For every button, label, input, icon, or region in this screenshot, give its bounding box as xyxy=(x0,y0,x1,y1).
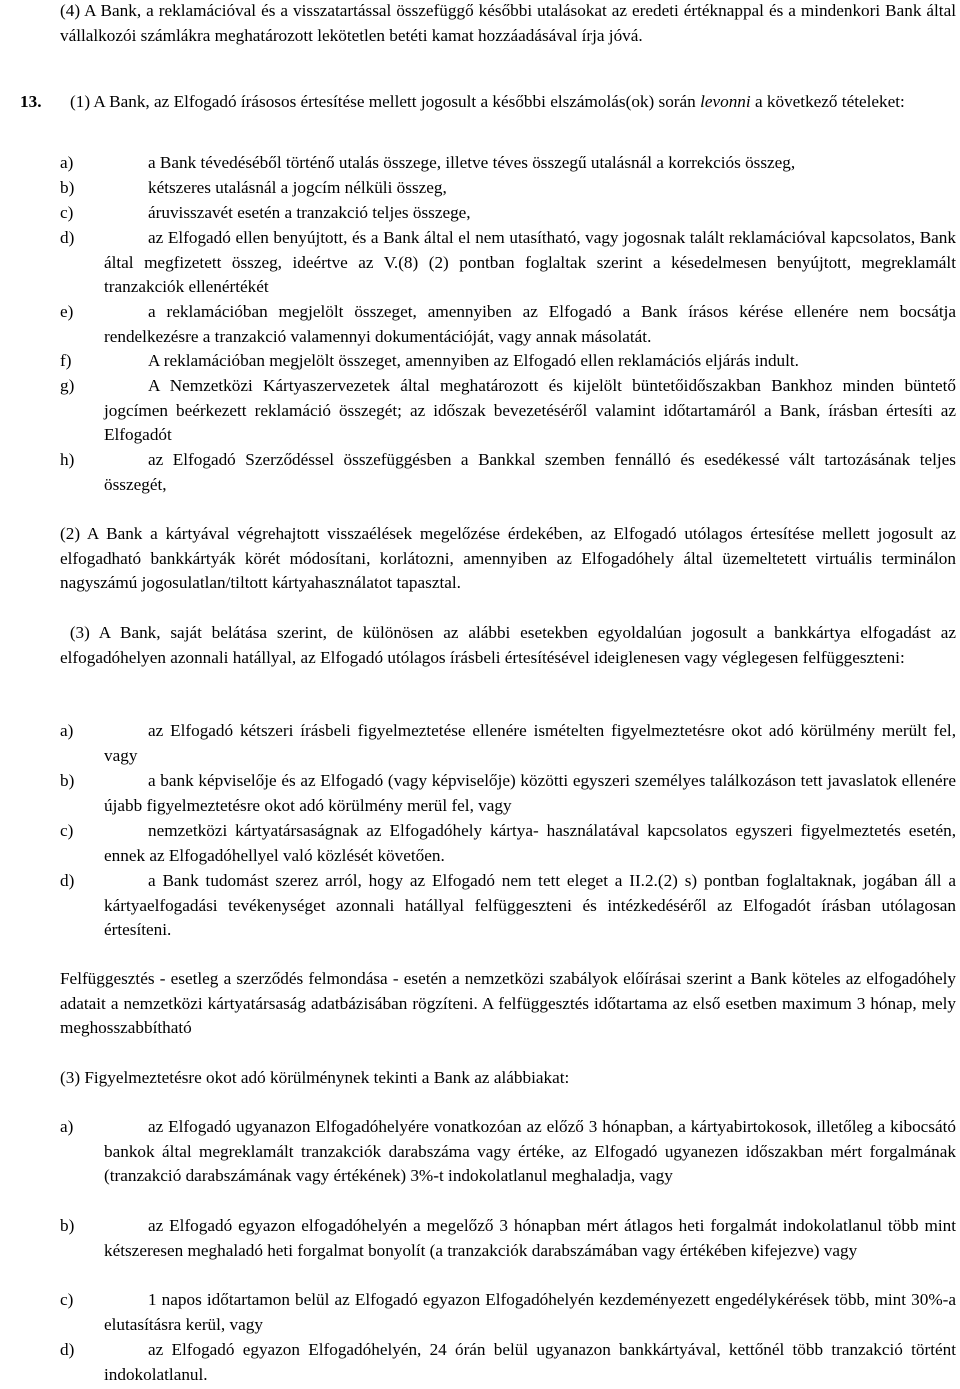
list-item: d) a Bank tudomást szerez arról, hogy az Elfogadó nem tett eleget a II.2.(2) s) pontban foglaltaknak, jogában áll a kártyaelfogadási tevékenységet azonnali hatállyal felfüggeszteni és intézkedéséről az Elfogadót írásban utólagosan értesíteni. xyxy=(60,871,956,940)
lead-text-after: a következő tételeket: xyxy=(750,92,905,111)
paragraph-3: (3) A Bank, saját belátása szerint, de különösen az alábbi esetekben egyoldalúan jogosult a bankkártya elfogadást az elfogadóhelyen azonnali hatállyal, az Elfogadó utólagos írásbeli értesítésével ideiglenesen vagy véglegesen felfüggeszteni: xyxy=(60,623,960,667)
warning-lead: (3) Figyelmeztetésre okot adó körülménynek tekinti a Bank az alábbiakat: xyxy=(60,1068,570,1087)
list-item: c) nemzetközi kártyatársaságnak az Elfogadóhely kártya- használatával kapcsolatos egyszeri figyelmeztetés esetén, ennek az Elfogadóhellyel való közlését követően. xyxy=(60,821,956,865)
lead-text-before: (1) A Bank, az Elfogadó írásosos értesítése mellett jogosult a későbbi elszámolás(ok) során xyxy=(70,92,701,111)
suspension-paragraph: Felfüggesztés - esetleg a szerződés felmondása - esetén a nemzetközi szabályok előírásai szerint a Bank köteles az elfogadóhely adatait a nemzetközi kártyatársaság adatbázisában rögzíteni. A felfüggesztés időtartama az első esetben maximum 3 hónap, mely meghosszabbítható xyxy=(60,969,956,1038)
list-item: f) A reklamációban megjelölt összeget, amennyiben az Elfogadó ellen reklamációs eljárás indult. xyxy=(60,351,799,370)
paragraph-2: (2) A Bank a kártyával végrehajtott visszaélések megelőzése érdekében, az Elfogadó utólagos értesítése mellett jogosult az elfogadható bankkártyák körét módosítani, korlátozni, amennyiben az Elfogadóhely által üzemeltetett virtuális terminálon nagyszámú jogosulatlan/tiltott kártyahasználatot tapasztal. xyxy=(60,524,956,593)
list-item: g) A Nemzetközi Kártyaszervezetek által meghatározott és kijelölt büntetőidőszakban Bankhoz minden büntető jogcímen beérkezett reklamáció összegét; az időszak bevezetéséről valamint időtartamáról a Bank, írásban értesíti az Elfogadót xyxy=(60,376,956,445)
lead-text-italic: levonni xyxy=(700,92,751,111)
intro-paragraph: (4) A Bank, a reklamációval és a visszatartással összefüggő későbbi utalásokat az eredeti értéknappal és a mindenkori Bank által vállalkozói számlákra meghatározott lekötetlen betéti kamat hozzáadásával írja jóvá. xyxy=(60,1,956,45)
list-item: c) áruvisszavét esetén a tranzakció teljes összege, xyxy=(60,203,471,222)
section-number: 13. xyxy=(20,92,42,111)
list-item: d) az Elfogadó egyazon Elfogadóhelyén, 24 órán belül ugyanazon bankkártyával, kettőnél több tranzakció történt indokolatlanul. xyxy=(60,1340,956,1384)
section-13-lead xyxy=(20,90,956,115)
list-item: b) a bank képviselője és az Elfogadó (vagy képviselője) közötti egyszeri személyes találkozáson tett javaslatok ellenére újabb figyelmeztetésre okot adó körülmény merül fel, vagy xyxy=(60,771,956,815)
list-item: b) az Elfogadó egyazon elfogadóhelyén a megelőző 3 hónapban mért átlagos heti forgalmát indokolatlanul több mint kétszeresen meghaladó heti forgalmat bonyolít (a tranzakciók darabszámában vagy értékében kifejezve) vagy xyxy=(60,1216,956,1260)
list-item: a) a Bank tévedéséből történő utalás összege, illetve téves összegű utalásnál a korrekciós összeg, xyxy=(60,153,796,172)
list-item: a) az Elfogadó kétszeri írásbeli figyelmeztetése ellenére ismételten figyelmeztetésre okot adó körülmény merült fel, vagy xyxy=(60,721,956,765)
list-item: h) az Elfogadó Szerződéssel összefüggésben a Bankkal szemben fennálló és esedékessé vált tartozásának teljes összegét, xyxy=(60,450,956,494)
list-item: b) kétszeres utalásnál a jogcím nélküli összeg, xyxy=(60,178,447,197)
list-item: d) az Elfogadó ellen benyújtott, és a Bank által el nem utasítható, vagy jogosnak talált reklamációval kapcsolatos, Bank által megfizetett összeg, ideértve az V.(8) (2) pontban foglaltak szerint a késedelmesen benyújtott, megreklamált tranzakciók ellenértékét xyxy=(60,228,956,297)
list-item: c) 1 napos időtartamon belül az Elfogadó egyazon Elfogadóhelyén kezdeményezett engedélykérések több, mint 30%-a elutasításra kerül, vagy xyxy=(60,1290,956,1334)
list-item: e) a reklamációban megjelölt összeget, amennyiben az Elfogadó a Bank írásos kérése ellenére nem bocsátja rendelkezésre a tranzakció valamennyi dokumentációját, vagy annak másolatát. xyxy=(60,302,956,346)
list-item: a) az Elfogadó ugyanazon Elfogadóhelyére vonatkozóan az előző 3 hónapban, a kártyabirtokosok, illetőleg a kibocsátó bankok által megreklamált tranzakciók darabszáma vagy értéke, az Elfogadó ugyanezen időszakban mért forgalmának (tranzakció darabszámának vagy értékének) 3%-t indokolatlanul meghaladja, vagy xyxy=(60,1117,956,1186)
